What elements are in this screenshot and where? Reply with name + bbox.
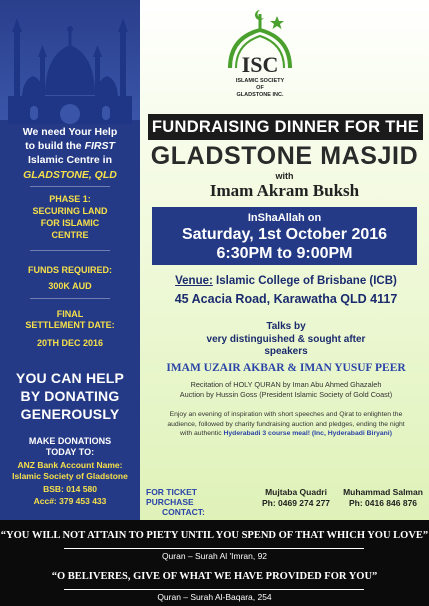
- contact-2-name: Muhammad Salman: [343, 487, 423, 497]
- donate-line-1: MAKE DONATIONS: [28, 436, 112, 446]
- quote-1-reference: Quran – Surah Al 'Imran, 92: [161, 551, 268, 561]
- speakers-names: IMAM UZAIR AKBAR & IMAN YUSUF PEER: [166, 362, 406, 374]
- logo-abbreviation: ISC: [241, 52, 279, 77]
- quote-2-reference: Quran – Surah Al-Baqara, 254: [157, 592, 272, 602]
- bank-bsb: BSB: 014 580: [43, 484, 97, 494]
- help-line-2: [4, 140, 136, 152]
- quote-divider: [64, 589, 364, 590]
- funds-title: FUNDS REQUIRED:: [27, 265, 112, 275]
- contact-2-phone: Ph: 0416 846 876: [348, 498, 418, 509]
- venue-line: [146, 275, 426, 287]
- event-time: 6:30PM to 9:00PM: [216, 245, 353, 262]
- phase-line-2: FOR ISLAMIC: [40, 218, 100, 228]
- logo-line-2: OF: [256, 85, 264, 91]
- recitation-line: Recitation of HOLY QURAN by Iman Abu Ahmed Ghazaleh: [190, 380, 382, 389]
- venue-name: Islamic College of Brisbane (ICB): [216, 275, 397, 287]
- venue-address: 45 Acacia Road, Karawatha QLD 4117: [174, 292, 398, 306]
- description-line-2: audience, followed by charity fundraising auction and pledges, ending the night: [167, 420, 405, 428]
- event-title-bar: FUNDRAISING DINNER FOR THE: [148, 114, 423, 140]
- phase-line-1: SECURING LAND: [32, 206, 108, 216]
- quote-divider: [64, 548, 364, 549]
- settlement-title-2: SETTLEMENT DATE:: [25, 320, 115, 330]
- phase-line-3: CENTRE: [51, 230, 89, 240]
- quote-1: “YOU WILL NOT ATTAIN TO PIETY UNTIL YOU SPEND OF THAT WHICH YOU LOVE”: [0, 530, 429, 541]
- cta-line-1: YOU CAN HELP: [15, 370, 125, 386]
- date-intro: InShaAllah on: [247, 212, 322, 224]
- talks-line-3: speakers: [264, 346, 308, 357]
- settlement-title-1: FINAL: [56, 309, 84, 319]
- quran-footer: [0, 520, 429, 606]
- program-details: [146, 380, 426, 400]
- donation-sidebar: [0, 0, 140, 520]
- talks-line-1: Talks by: [266, 321, 306, 332]
- talks-block: [146, 321, 426, 359]
- isc-logo: [222, 8, 298, 108]
- description-line-3-text: with authentic: [180, 430, 222, 438]
- venue-label: Venue:: [175, 275, 213, 287]
- help-line-3: Islamic Centre in: [27, 154, 113, 166]
- evening-description: [146, 410, 426, 439]
- contact-1-name: Mujtaba Quadri: [265, 487, 327, 497]
- settlement-value: 20TH DEC 2016: [36, 338, 104, 348]
- divider: [30, 186, 110, 187]
- venue-block: [146, 275, 426, 306]
- cta-line-2: BY DONATING: [20, 388, 120, 404]
- mosque-silhouette-icon: [0, 0, 140, 125]
- logo-line-3: GLADSTONE INC.: [236, 92, 284, 98]
- contact-1: [256, 487, 336, 509]
- bank-account-name-label: ANZ Bank Account Name:: [17, 460, 123, 470]
- ticket-label-line-1: FOR TICKET PURCHASE: [146, 487, 197, 508]
- talks-line-2: very distinguished & sought after: [206, 333, 366, 345]
- logo-line-1: ISLAMIC SOCIETY: [235, 78, 285, 84]
- event-date: Saturday, 1st October 2016: [181, 226, 388, 243]
- date-box: [152, 207, 417, 265]
- with-label: with: [275, 171, 294, 181]
- contact-2: [340, 487, 426, 509]
- help-line-2-text: to build the: [25, 140, 82, 152]
- meal-highlight: Hyderabadi 3 course meal! (Inc, Hyderabadi Biryani): [223, 430, 392, 438]
- help-first-emphasis: FIRST: [84, 140, 115, 152]
- help-line-1: We need Your Help: [22, 126, 118, 138]
- funds-value: 300K AUD: [48, 281, 92, 291]
- help-location: GLADSTONE, QLD: [23, 169, 117, 181]
- bank-account-number: Acc#: 379 453 433: [33, 496, 107, 506]
- description-line-1: Enjoy an evening of inspiration with short speeches and Qirat to enlighten the: [169, 411, 403, 418]
- event-title-masjid: GLADSTONE MASJID: [150, 142, 419, 170]
- divider: [30, 298, 110, 299]
- ticket-label-line-2: CONTACT:: [162, 507, 205, 518]
- quote-2: “O BELIVERES, GIVE OF WHAT WE HAVE PROVIDED FOR YOU”: [51, 571, 378, 582]
- description-line-3: [146, 429, 426, 439]
- contact-1-phone: Ph: 0469 274 277: [261, 498, 331, 509]
- bank-account-name: Islamic Society of Gladstone: [12, 471, 128, 481]
- guest-name: Imam Akram Buksh: [209, 181, 360, 200]
- ticket-contacts: [140, 484, 429, 520]
- donate-line-2: TODAY TO:: [45, 447, 95, 457]
- phase-title: PHASE 1:: [49, 194, 91, 204]
- cta-line-3: GENEROUSLY: [20, 406, 120, 422]
- divider: [30, 250, 110, 251]
- ticket-label: [146, 487, 246, 518]
- auction-line: Auction by Hussin Goss (President Islamic Society of Gold Coast): [179, 389, 393, 399]
